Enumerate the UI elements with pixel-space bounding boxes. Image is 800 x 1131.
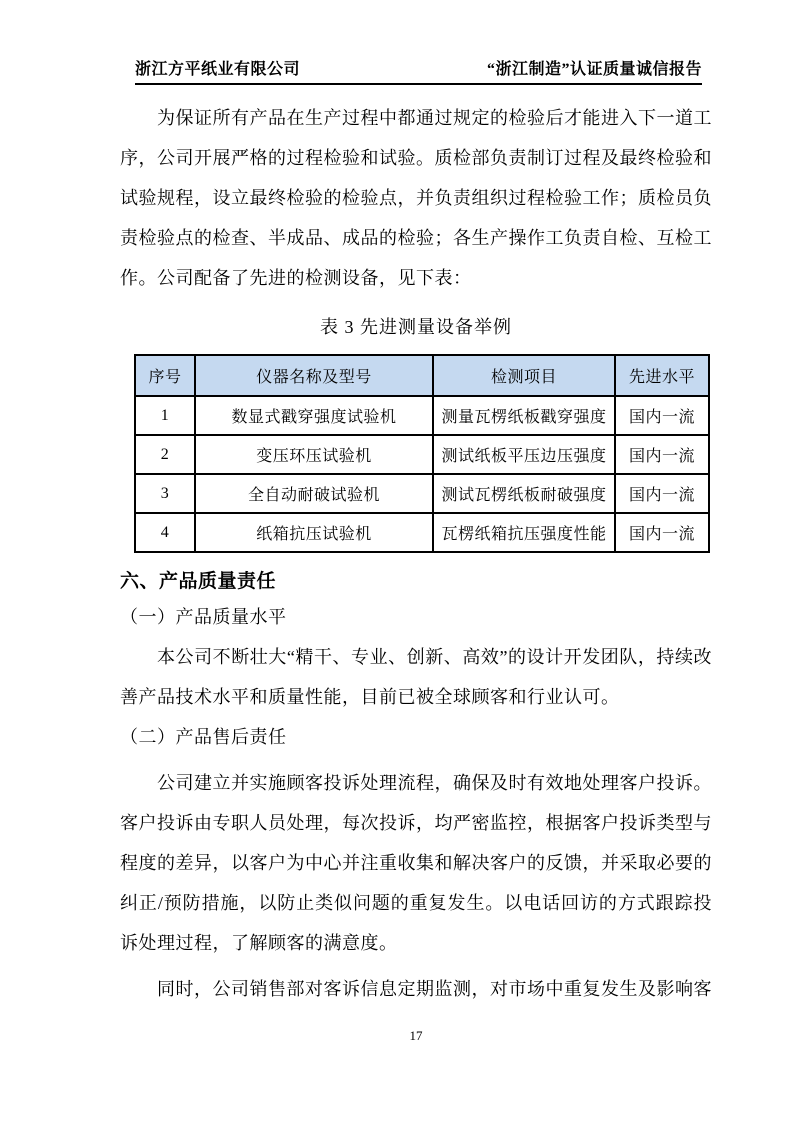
cell-index: 2 — [135, 435, 195, 474]
table-row — [135, 435, 709, 474]
column-header-test-item: 检测项目 — [433, 355, 615, 396]
section-6-heading: 六、产品质量责任 — [120, 571, 277, 592]
equipment-table — [134, 354, 710, 553]
cell-test-item: 测量瓦楞纸板戳穿强度 — [433, 396, 615, 435]
table-caption: 表 3 先进测量设备举例 — [320, 317, 512, 337]
subsection-2-paragraph-1: 公司建立并实施顾客投诉处理流程，确保及时有效地处理客户投诉。客户投诉由专职人员处理，每次投诉，均严密监控，根据客户投诉类型与程度的差异，以客户为中心并注重收集和解决客户的反馈，并采取必要的纠正/预防措施，以防止类似问题的重复发生。以电话回访的方式跟踪投诉处理过程，了解顾客的满意度。 — [120, 773, 712, 953]
cell-instrument: 变压环压试验机 — [195, 435, 433, 474]
subsection-2-paragraph-2: 同时，公司销售部对客诉信息定期监测，对市场中重复发生及影响客 — [157, 979, 712, 999]
cell-instrument: 全自动耐破试验机 — [195, 474, 433, 513]
cell-index: 4 — [135, 513, 195, 552]
table-row — [135, 513, 709, 552]
cell-index: 1 — [135, 396, 195, 435]
cell-test-item: 瓦楞纸箱抗压强度性能 — [433, 513, 615, 552]
subsection-1-paragraph: 本公司不断壮大“精干、专业、创新、高效”的设计开发团队，持续改善产品技术水平和质量性能，目前已被全球顾客和行业认可。 — [120, 647, 712, 707]
page-body — [120, 98, 712, 1009]
cell-index: 3 — [135, 474, 195, 513]
equipment-table-body — [135, 396, 709, 552]
header-report-title: “浙江制造”认证质量诚信报告 — [486, 61, 702, 78]
cell-instrument: 纸箱抗压试验机 — [195, 513, 433, 552]
table-row — [135, 396, 709, 435]
cell-level: 国内一流 — [615, 474, 709, 513]
page-header — [135, 56, 702, 85]
equipment-table-header — [135, 355, 709, 396]
cell-test-item: 测试纸板平压边压强度 — [433, 435, 615, 474]
column-header-instrument: 仪器名称及型号 — [195, 355, 433, 396]
column-header-level: 先进水平 — [615, 355, 709, 396]
table-header-row — [135, 355, 709, 396]
page-number: 17 — [409, 1028, 423, 1043]
cell-level: 国内一流 — [615, 396, 709, 435]
cell-test-item: 测试瓦楞纸板耐破强度 — [433, 474, 615, 513]
intro-paragraph: 为保证所有产品在生产过程中都通过规定的检验后才能进入下一道工序，公司开展严格的过程检验和试验。质检部负责制订过程及最终检验和试验规程，设立最终检验的检验点，并负责组织过程检验工作；质检员负责检验点的检查、半成品、成品的检验；各生产操作工负责自检、互检工作。公司配备了先进的检测设备，见下表： — [120, 108, 712, 288]
cell-instrument: 数显式戳穿强度试验机 — [195, 396, 433, 435]
subsection-1-heading: （一）产品质量水平 — [120, 607, 287, 627]
column-header-index: 序号 — [135, 355, 195, 396]
cell-level: 国内一流 — [615, 435, 709, 474]
header-company-name: 浙江方平纸业有限公司 — [135, 61, 301, 78]
subsection-2-heading: （二）产品售后责任 — [120, 727, 287, 747]
table-row — [135, 474, 709, 513]
cell-level: 国内一流 — [615, 513, 709, 552]
